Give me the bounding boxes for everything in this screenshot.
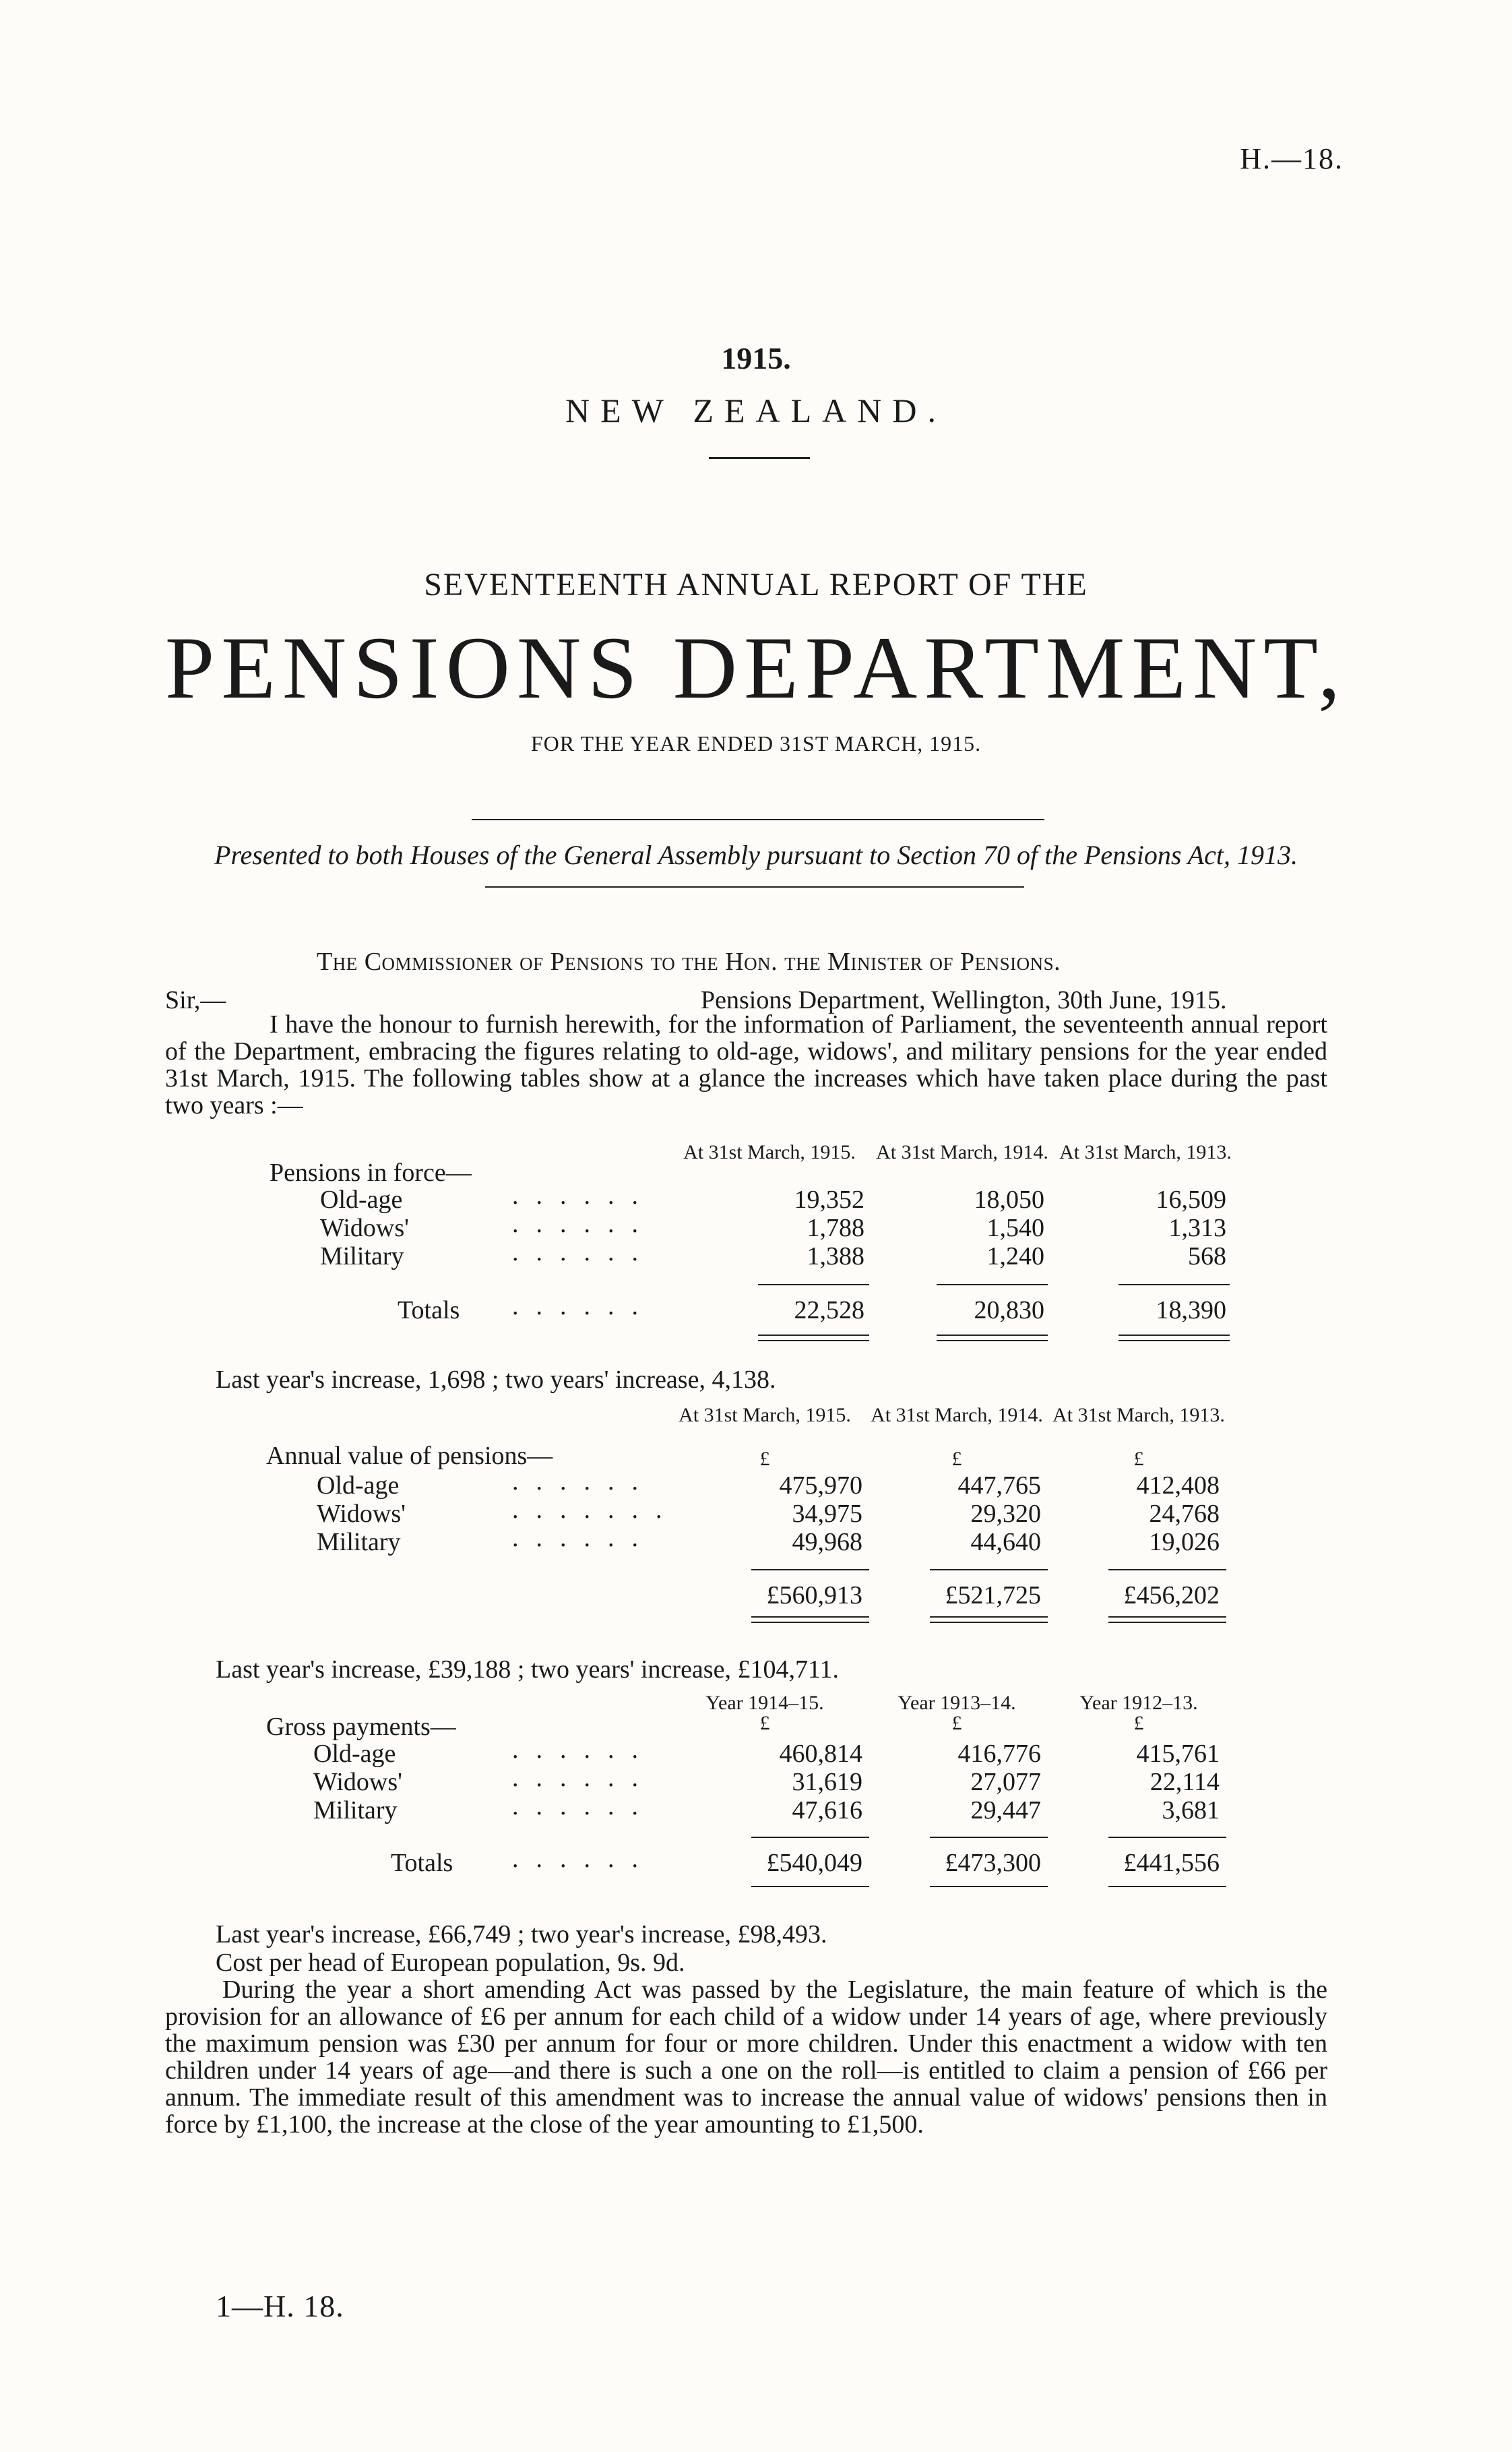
total-value: £521,725 [945, 1581, 1041, 1610]
cell-value: 460,814 [779, 1740, 862, 1768]
cell-value: 47,616 [792, 1796, 862, 1825]
letter-to: to the Hon. the Minister of Pensions. [650, 948, 1061, 976]
row-label: Old-age [317, 1471, 400, 1500]
closing-rule [751, 1886, 869, 1887]
cell-value: 1,313 [1168, 1214, 1226, 1242]
cell-value: 1,388 [807, 1242, 864, 1270]
totals-label: Totals [391, 1849, 453, 1877]
letter-address [317, 947, 1061, 977]
cell-value: 27,077 [970, 1768, 1041, 1796]
cell-value: 49,968 [792, 1528, 862, 1556]
col-header-1915: At 31st March, 1915. [679, 1404, 851, 1426]
leader-dots: ...... [512, 1292, 656, 1320]
cell-value: 3,681 [1162, 1796, 1220, 1825]
col-header-1912-13: Year 1912–13. [1079, 1692, 1198, 1714]
cell-value: 1,540 [986, 1214, 1044, 1242]
cell-value: 1,240 [986, 1242, 1044, 1270]
cell-value: 16,509 [1156, 1186, 1226, 1214]
report-year: 1915. [721, 341, 791, 375]
table-heading: Pensions in force— [270, 1159, 472, 1187]
amending-act-paragraph [165, 1976, 1327, 2138]
total-value: 22,528 [794, 1296, 864, 1324]
double-rule [930, 1616, 1048, 1623]
leader-dots: ...... [512, 1182, 656, 1210]
total-value: 18,390 [1156, 1296, 1226, 1324]
leader-dots: ...... [512, 1524, 656, 1552]
cell-value: 19,352 [794, 1186, 864, 1214]
letter-from: The Commissioner of Pensions [317, 948, 644, 976]
cost-per-head: Cost per head of European population, 9s. 9d. [216, 1949, 685, 1977]
leader-dots: ...... [512, 1764, 656, 1792]
totals-label: Totals [398, 1296, 460, 1324]
document-reference: H.—18. [1240, 142, 1344, 175]
increase-note: Last year's increase, £39,188 ; two years' increase, £104,711. [216, 1655, 840, 1684]
sum-rule [758, 1284, 869, 1285]
increase-note: Last year's increase, 1,698 ; two years' increase, 4,138. [216, 1366, 776, 1394]
cell-value: 415,761 [1136, 1740, 1220, 1768]
cell-value: 568 [1188, 1242, 1226, 1270]
col-header-1914-15: Year 1914–15. [705, 1692, 824, 1714]
unit-pound: £ [759, 1448, 770, 1470]
cell-value: 475,970 [779, 1471, 862, 1500]
double-rule [1119, 1335, 1230, 1341]
total-value: 20,830 [974, 1296, 1044, 1324]
short-rule [709, 457, 810, 459]
table-heading: Annual value of pensions— [266, 1442, 553, 1470]
sum-rule [751, 1569, 869, 1570]
col-header-1913: At 31st March, 1913. [1059, 1141, 1232, 1163]
col-header-1914: At 31st March, 1914. [871, 1404, 1043, 1426]
title-line-3: FOR THE YEAR ENDED 31ST MARCH, 1915. [530, 731, 982, 756]
unit-pound: £ [1133, 1448, 1144, 1470]
sum-rule [1108, 1837, 1226, 1838]
cell-value: 31,619 [792, 1768, 862, 1796]
row-label: Old-age [313, 1740, 396, 1768]
leader-dots: ...... [512, 1736, 656, 1764]
row-label: Widows' [313, 1768, 402, 1796]
intro-paragraph: I have the honour to furnish herewith, for the information of Parliament, the seventeenth annual report of the Department, embracing the figures relating to old-age, widows', and military pensions for the year ended 31st March, 1915. The following tables show at a glance the increases which have taken place during the past two years :— [165, 1010, 1327, 1120]
leader-dots: ...... [512, 1845, 656, 1873]
row-label: Widows' [317, 1500, 406, 1528]
increase-note-payments: Last year's increase, £66,749 ; two year's increase, £98,493. [216, 1920, 827, 1949]
double-rule [758, 1335, 869, 1341]
total-value: £441,556 [1123, 1849, 1220, 1877]
leader-dots: ...... [512, 1210, 656, 1238]
rule-above-presented [472, 819, 1044, 820]
rule-below-presented [485, 886, 1024, 888]
unit-pound: £ [951, 1712, 962, 1734]
leader-dots: ...... [512, 1792, 656, 1820]
double-rule [937, 1335, 1048, 1341]
country-heading: NEW ZEALAND. [565, 392, 947, 429]
col-header-1913-14: Year 1913–14. [897, 1692, 1016, 1714]
cell-value: 22,114 [1149, 1768, 1220, 1796]
sum-rule [751, 1837, 869, 1838]
cell-value: 447,765 [957, 1471, 1041, 1500]
closing-rule [1108, 1886, 1226, 1887]
table-heading: Gross payments— [266, 1713, 456, 1741]
cell-value: 29,320 [970, 1500, 1041, 1528]
title-main: PENSIONS DEPARTMENT, [164, 618, 1348, 717]
total-value: £473,300 [945, 1849, 1041, 1877]
double-rule [1108, 1616, 1226, 1623]
title-line-1: SEVENTEENTH ANNUAL REPORT OF THE [424, 567, 1088, 603]
leader-dots: ...... [512, 1238, 656, 1266]
cell-value: 24,768 [1149, 1500, 1220, 1528]
col-header-1913: At 31st March, 1913. [1052, 1404, 1225, 1426]
row-label: Military [320, 1242, 404, 1270]
unit-pound: £ [951, 1448, 962, 1470]
sum-rule [930, 1569, 1048, 1570]
leader-dots: ....... [512, 1496, 680, 1524]
cell-value: 1,788 [807, 1214, 864, 1242]
dateline: Pensions Department, Wellington, 30th June, 1915. [701, 986, 1227, 1014]
cell-value: 29,447 [970, 1796, 1041, 1825]
col-header-1915: At 31st March, 1915. [683, 1141, 856, 1163]
amending-act-text: During the year a short amending Act was passed by the Legislature, the main feature of which is the provision for an allowance of £6 per annum for each child of a widow under 14 years of age, where previously the maximum pension was £30 per annum for four or more children. Under this enactment a widow with ten children under 14 years of age—and there is such a one on the roll—is entitled to claim a pension of £66 per annum. The immediate result of this amendment was to increase the annual value of widows' pensions then in force by £1,100, the increase at the close of the year amounting to £1,500. [165, 1975, 1327, 2139]
sum-rule [1119, 1284, 1230, 1285]
sum-rule [1108, 1569, 1226, 1570]
salutation-sir: Sir,— [165, 986, 226, 1014]
row-label: Old-age [320, 1186, 403, 1214]
total-value: £540,049 [766, 1849, 862, 1877]
closing-rule [930, 1886, 1048, 1887]
row-label: Military [317, 1528, 401, 1556]
row-label: Widows' [320, 1214, 409, 1242]
unit-pound: £ [759, 1712, 770, 1734]
cell-value: 18,050 [974, 1186, 1044, 1214]
total-value: £456,202 [1123, 1581, 1220, 1610]
col-header-1914: At 31st March, 1914. [876, 1141, 1048, 1163]
page-signature: 1—H. 18. [216, 2289, 344, 2323]
unit-pound: £ [1133, 1712, 1144, 1734]
sum-rule [930, 1837, 1048, 1838]
cell-value: 19,026 [1149, 1528, 1220, 1556]
cell-value: 34,975 [792, 1500, 862, 1528]
cell-value: 416,776 [957, 1740, 1041, 1768]
sum-rule [937, 1284, 1048, 1285]
double-rule [751, 1616, 869, 1623]
leader-dots: ...... [512, 1467, 656, 1496]
presented-statement: Presented to both Houses of the General Assembly pursuant to Section 70 of the Pensions Act, 1913. [214, 840, 1298, 870]
cell-value: 44,640 [970, 1528, 1041, 1556]
total-value: £560,913 [766, 1581, 862, 1610]
row-label: Military [313, 1796, 398, 1825]
cell-value: 412,408 [1136, 1471, 1220, 1500]
